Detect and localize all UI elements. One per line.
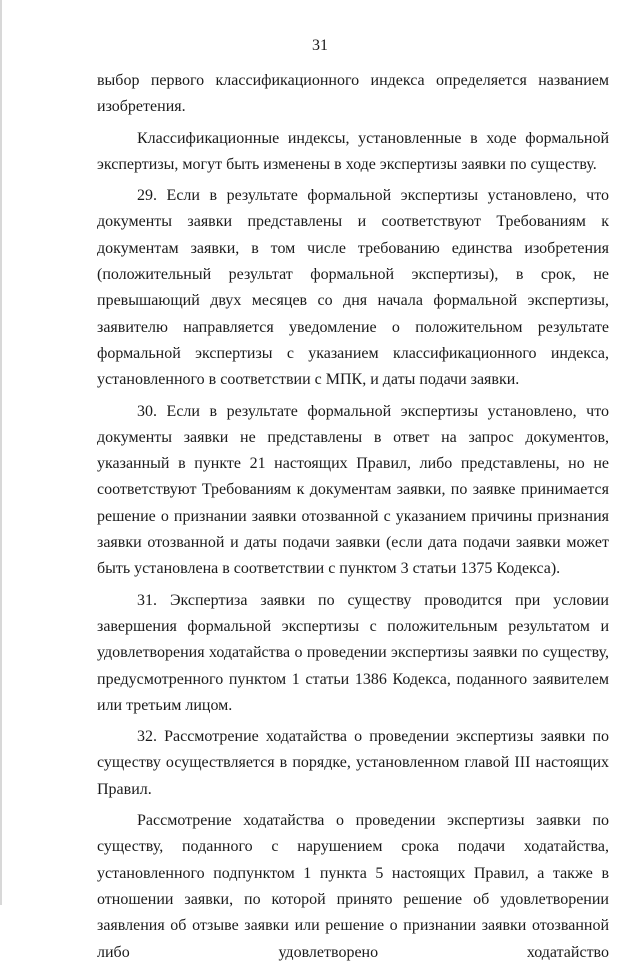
paragraph-continuation: выбор первого классификационного индекса определяется названием изобретения. <box>97 72 609 116</box>
paragraph-29: 29. Если в результате формальной экспертизы установлено, что документы заявки представлены и соответствуют Требованиям к документам заявки, в том числе требованию единства изобретения (положительный результат формальной экспертизы), в срок, не превышающий двух месяцев со дня начала формальной экспертизы, заявителю направляется уведомление о положительном результате формальной экспертизы с указанием классификационного индекса, установленного в соответствии с МПК, и даты подачи заявки. <box>97 187 609 389</box>
scan-edge <box>0 0 2 905</box>
paragraph-32-continuation: Рассмотрение ходатайства о проведении экспертизы заявки по существу, поданного с нарушением срока подачи ходатайства, установленного подпунктом 1 пункта 5 настоящих Правил, а также в отношении заявки, по которой принято решение об удовлетворении заявления об отзыве заявки или решение о признании заявки отозванной либо удовлетворено ходатайство <box>97 812 609 961</box>
paragraph-31: 31. Экспертиза заявки по существу проводится при условии завершения формальной экспертизы с положительным результатом и удовлетворения ходатайства о проведении экспертизы заявки по существу, предусмотренного пунктом 1 статьи 1386 Кодекса, поданного заявителем или третьим лицом. <box>97 591 609 714</box>
paragraph-30: 30. Если в результате формальной экспертизы установлено, что документы заявки не представлены в ответ на запрос документов, указанный в пункте 21 настоящих Правил, либо представлены, но не соответствуют Требованиям к документам заявки, по заявке принимается решение о признании заявки отозванной с указанием причины признания заявки отозванной и даты подачи заявки (если дата подачи заявки может быть установлена в соответствии с пунктом 3 статьи 1375 Кодекса). <box>97 402 609 578</box>
page-number: 31 <box>312 37 328 54</box>
paragraph-indexes-change: Классификационные индексы, установленные в ходе формальной экспертизы, могут быть изменены в ходе экспертизы заявки по существу. <box>97 129 609 173</box>
paragraph-32: 32. Рассмотрение ходатайства о проведении экспертизы заявки по существу осуществляется в порядке, установленном главой III настоящих Правил. <box>97 728 609 798</box>
document-body <box>97 68 609 966</box>
